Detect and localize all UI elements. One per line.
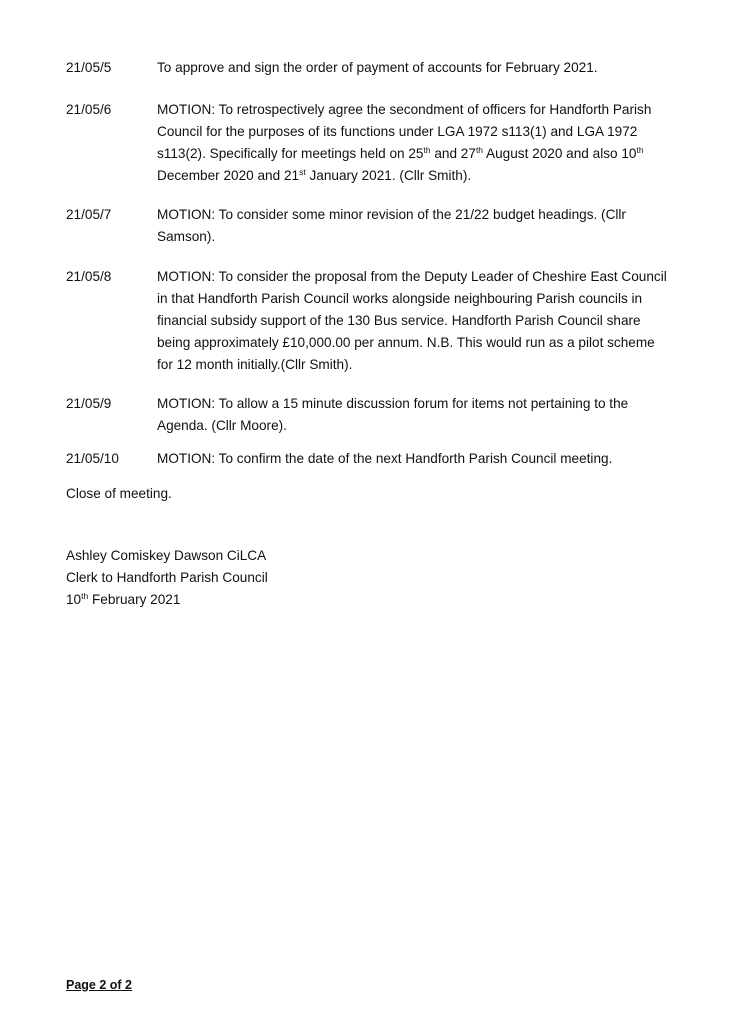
agenda-item-text [157,57,686,79]
text-fragment: 10 [66,592,82,607]
text-fragment: December 2020 and 21 [157,168,300,183]
agenda-item-line: MOTION: To retrospectively agree the secondment of officers for Handforth Parish [157,102,652,117]
agenda-item-line: Council for the purposes of its functions under LGA 1972 s113(1) and LGA 1972 [157,124,638,139]
agenda-item-line: financial subsidy support of the 130 Bus service. Handforth Parish Council share [157,313,641,328]
agenda-item-line: Samson). [157,229,216,244]
text-fragment: February 2021 [88,592,181,607]
signature-block [66,545,626,611]
agenda-item-line: To approve and sign the order of payment of accounts for February 2021. [157,60,598,75]
ordinal-suffix: th [81,591,89,601]
agenda-item-line [157,143,686,165]
agenda-item-number: 21/05/5 [66,60,112,75]
agenda-item-number: 21/05/9 [66,396,112,411]
text-fragment: s113(2). Specifically for meetings held on 25 [157,146,424,161]
ordinal-suffix: th [423,145,431,155]
agenda-item-line: being approximately £10,000.00 per annum. N.B. This would run as a pilot scheme [157,335,655,350]
agenda-item-line: MOTION: To confirm the date of the next Handforth Parish Council meeting. [157,451,613,466]
agenda-item-line: MOTION: To consider some minor revision of the 21/22 budget headings. (Cllr [157,207,626,222]
agenda-item-line [157,165,686,187]
agenda-item-line: for 12 month initially.(Cllr Smith). [157,357,353,372]
signature-date [66,589,626,611]
agenda-item-number: 21/05/7 [66,207,112,222]
agenda-item-number: 21/05/6 [66,102,112,117]
text-fragment: and 27 [430,146,476,161]
agenda-item-text [157,99,686,187]
ordinal-suffix: th [636,145,644,155]
agenda-item-number: 21/05/8 [66,269,112,284]
text-fragment: August 2020 and also 10 [483,146,637,161]
signatory-name: Ashley Comiskey Dawson CiLCA [66,548,267,563]
page-number-footer: Page 2 of 2 [66,978,132,992]
agenda-item-line: MOTION: To consider the proposal from the Deputy Leader of Cheshire East Council [157,269,667,284]
agenda-item-text [157,266,686,376]
agenda-item-number: 21/05/10 [66,451,119,466]
agenda-item-line: Agenda. (Cllr Moore). [157,418,287,433]
agenda-item-text [157,204,686,248]
agenda-item-text [157,448,686,470]
ordinal-suffix: th [475,145,484,155]
text-fragment: January 2021. (Cllr Smith). [305,168,472,183]
signatory-role: Clerk to Handforth Parish Council [66,570,268,585]
agenda-item-text [157,393,686,437]
closing-text: Close of meeting. [66,486,172,501]
ordinal-suffix: st [299,167,306,177]
closing-statement [66,483,626,505]
agenda-item-line: MOTION: To allow a 15 minute discussion forum for items not pertaining to the [157,396,629,411]
agenda-item-line: in that Handforth Parish Council works alongside neighbouring Parish councils in [157,291,643,306]
